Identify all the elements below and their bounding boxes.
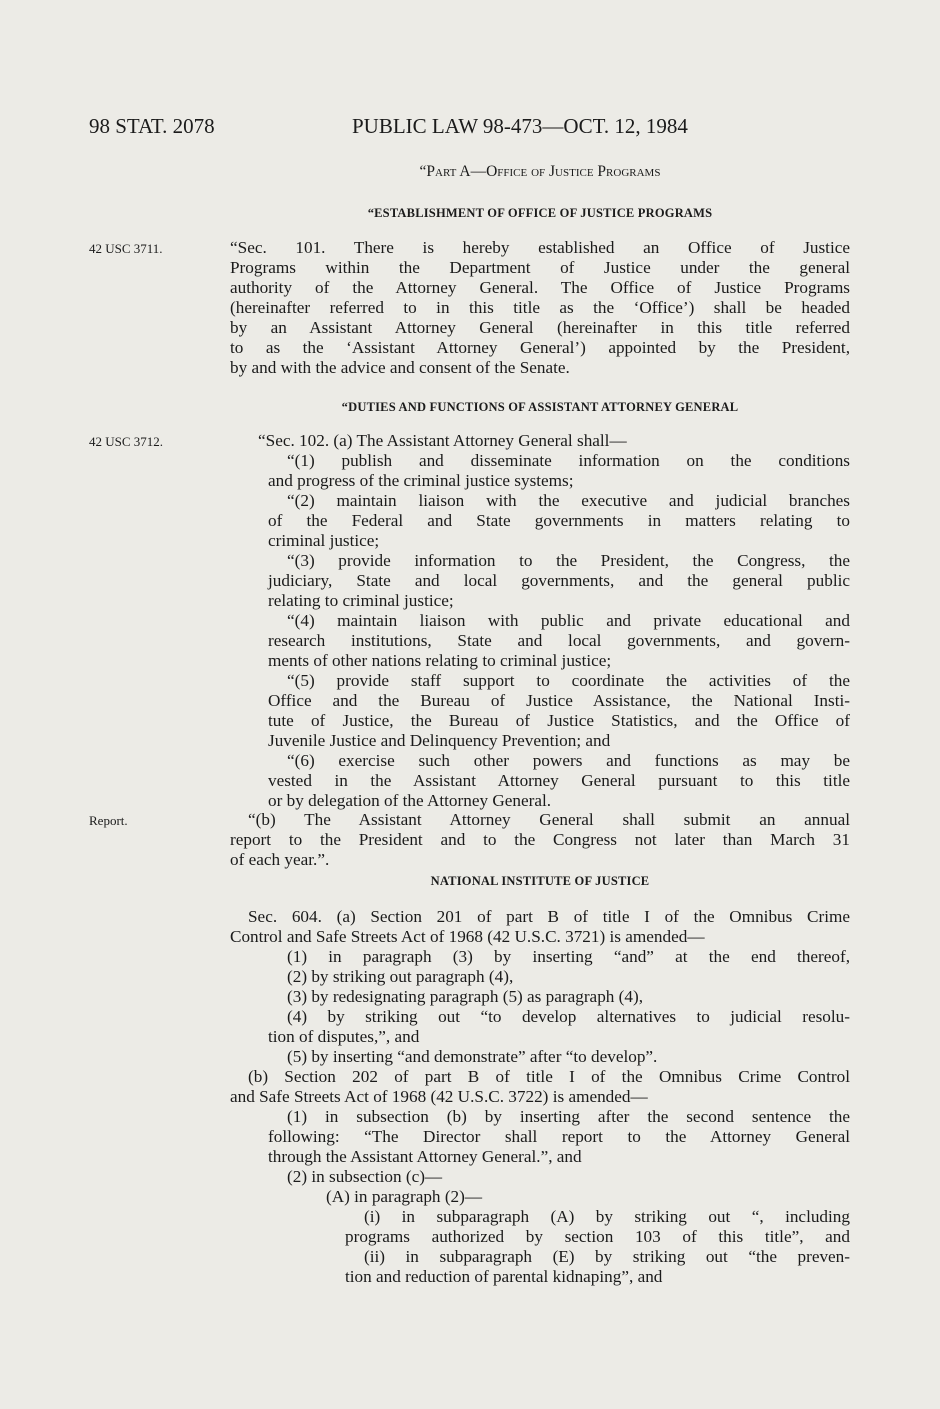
report-note: Report. xyxy=(89,813,128,828)
sec604-a-line: Control and Safe Streets Act of 1968 (42 U.S.C. 3721) is amended— xyxy=(230,927,705,946)
sec102-item-line: relating to criminal justice; xyxy=(268,591,454,610)
sec604-a-item: (4) by striking out “to develop alternatives to judicial resolu- xyxy=(287,1007,850,1026)
public-law-header: PUBLIC LAW 98-473—OCT. 12, 1984 xyxy=(352,114,688,138)
sec101-line: to as the ‘Assistant Attorney General’) appointed by the President, xyxy=(230,338,850,357)
sec604-b-item: tion and reduction of parental kidnaping”, and xyxy=(345,1267,663,1286)
establishment-heading: “ESTABLISHMENT OF OFFICE OF JUSTICE PROGRAMS xyxy=(367,206,713,220)
sec102-item-line: Juvenile Justice and Delinquency Prevention; and xyxy=(268,731,611,750)
duties-heading: “DUTIES AND FUNCTIONS OF ASSISTANT ATTORNEY GENERAL xyxy=(341,400,739,414)
sec102-item-line: research institutions, State and local governments, and govern- xyxy=(268,631,850,650)
sec102-item-line: and progress of the criminal justice systems; xyxy=(268,471,574,490)
sec604-b-item: through the Assistant Attorney General.”, and xyxy=(268,1147,582,1166)
sec102-b-line: of each year.”. xyxy=(230,850,330,869)
sec101-line: authority of the Attorney General. The Office of Justice Programs xyxy=(230,278,850,297)
sec102-b-line: report to the President and to the Congress not later than March 31 xyxy=(230,830,850,849)
sec102-item-line: “(6) exercise such other powers and functions as may be xyxy=(287,751,850,770)
sec102-b-line: “(b) The Assistant Attorney General shall submit an annual xyxy=(248,810,850,829)
sec102-item-line: “(1) publish and disseminate information on the conditions xyxy=(287,451,850,470)
sec604-b-line: (b) Section 202 of part B of title I of the Omnibus Crime Control xyxy=(248,1067,850,1086)
sec604-a-item: (1) in paragraph (3) by inserting “and” at the end thereof, xyxy=(287,947,850,966)
sec102-lead: “Sec. 102. (a) The Assistant Attorney General shall— xyxy=(258,431,627,450)
sec101-line: Programs within the Department of Justice under the general xyxy=(230,258,850,277)
sec102-item-line: or by delegation of the Attorney General. xyxy=(268,791,552,810)
sec604-a-item: (5) by inserting “and demonstrate” after “to develop”. xyxy=(287,1047,658,1066)
sec604-b-item: (i) in subparagraph (A) by striking out “, including xyxy=(364,1207,850,1226)
sec101-line: by an Assistant Attorney General (hereinafter in this title referred xyxy=(230,318,850,337)
sec101-line: by and with the advice and consent of the Senate. xyxy=(230,358,570,377)
sec604-b-item: (ii) in subparagraph (E) by striking out “the preven- xyxy=(364,1247,850,1266)
stat-page-number: 98 STAT. 2078 xyxy=(89,114,215,138)
sec102-item-line: ments of other nations relating to criminal justice; xyxy=(268,651,612,670)
sec102-item-line: “(5) provide staff support to coordinate the activities of the xyxy=(287,671,850,690)
sec102-item-line: tute of Justice, the Bureau of Justice Statistics, and the Office of xyxy=(268,711,850,730)
sec604-b-item: (1) in subsection (b) by inserting after the second sentence the xyxy=(287,1107,850,1126)
sec604-a-line: Sec. 604. (a) Section 201 of part B of title I of the Omnibus Crime xyxy=(248,907,850,926)
sec604-a-item: (3) by redesignating paragraph (5) as paragraph (4), xyxy=(287,987,644,1006)
nij-heading: NATIONAL INSTITUTE OF JUSTICE xyxy=(430,874,650,888)
sec604-b-item: following: “The Director shall report to the Attorney General xyxy=(268,1127,850,1146)
sec604-a-item: tion of disputes,”, and xyxy=(268,1027,420,1046)
sec101-line: (hereinafter referred to in this title as the ‘Office’) shall be headed xyxy=(230,298,850,317)
sec102-item-line: “(4) maintain liaison with public and private educational and xyxy=(287,611,850,630)
sec102-item-line: Office and the Bureau of Justice Assistance, the National Insti- xyxy=(268,691,850,710)
sec102-item-line: criminal justice; xyxy=(268,531,380,550)
sec604-b-item: (A) in paragraph (2)— xyxy=(326,1187,483,1206)
sec102-item-line: judiciary, State and local governments, and the general public xyxy=(268,571,850,590)
usc-note-3711: 42 USC 3711. xyxy=(89,241,163,256)
sec102-item-line: “(2) maintain liaison with the executive and judicial branches xyxy=(287,491,850,510)
sec102-item-line: of the Federal and State governments in matters relating to xyxy=(268,511,850,530)
sec101-line: “Sec. 101. There is hereby established an Office of Justice xyxy=(230,238,850,257)
usc-note-3712: 42 USC 3712. xyxy=(89,434,164,449)
part-a-heading: “Part A—Office of Justice Programs xyxy=(419,163,661,180)
sec604-b-item: programs authorized by section 103 of this title”, and xyxy=(345,1227,850,1246)
sec102-item-line: vested in the Assistant Attorney General pursuant to this title xyxy=(268,771,850,790)
sec604-b-line: and Safe Streets Act of 1968 (42 U.S.C. 3722) is amended— xyxy=(230,1087,648,1106)
sec604-b-item: (2) in subsection (c)— xyxy=(287,1167,443,1186)
sec102-item-line: “(3) provide information to the President, the Congress, the xyxy=(287,551,850,570)
sec604-a-item: (2) by striking out paragraph (4), xyxy=(287,967,514,986)
